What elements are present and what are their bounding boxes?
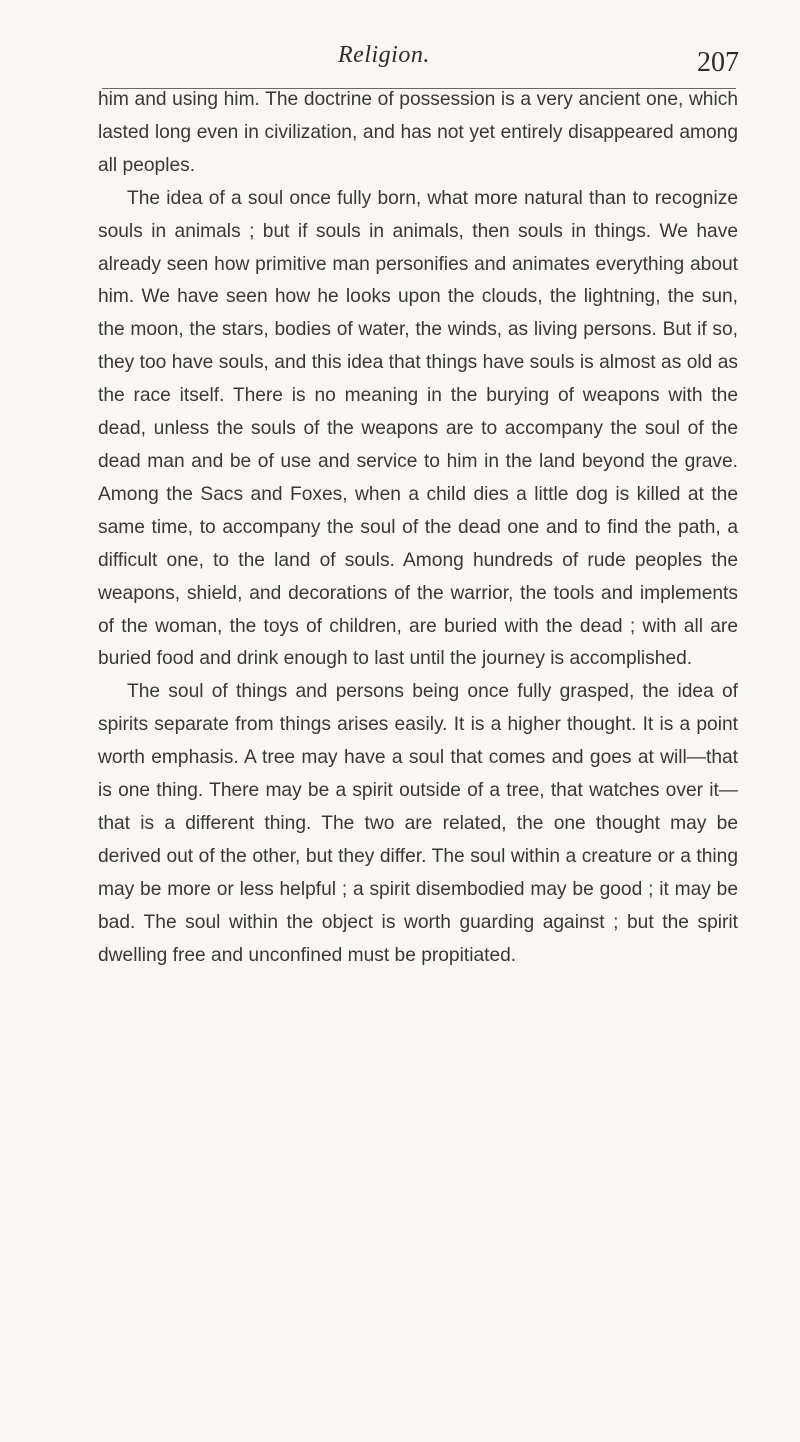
page-number: 207 xyxy=(697,47,739,78)
paragraph-2: The idea of a soul once fully born, what more natural than to recognize souls in animals ; but if souls in animals, then souls in things. We have already seen how primitive man personifies and animates everything about him. We have seen how he looks upon the clouds, the lightning, the sun, the moon, the stars, bodies of water, the winds, as living persons. But if so, they too have souls, and this idea that things have souls is almost as old as the race itself. There is no meaning in the burying of weapons with the dead, unless the souls of the weapons are to accompany the soul of the dead man and be of use and service to him in the land beyond the grave. Among the Sacs and Foxes, when a child dies a little dog is killed at the same time, to accompany the soul of the dead one and to find the path, a difficult one, to the land of souls. Among hundreds of rude peoples the weapons, shield, and decorations of the warrior, the tools and implements of the woman, the toys of children, are buried with the dead ; with all are buried food and drink enough to last until the journey is accomplished. xyxy=(98,187,738,670)
running-head xyxy=(0,40,800,80)
paragraph-3: The soul of things and persons being once fully grasped, the idea of spirits separate from things arises easily. It is a higher thought. It is a point worth emphasis. A tree may have a soul that comes and goes at will—that is one thing. There may be a spirit outside of a tree, that watches over it—that is a different thing. The two are related, the one thought may be derived out of the other, but they differ. The soul within a creature or a thing may be more or less helpful ; a spirit disembodied may be good ; it may be bad. The soul within the object is worth guarding against ; but the spirit dwelling free and unconfined must be propitiated. xyxy=(98,681,738,966)
running-head-title: Religion. xyxy=(338,42,430,68)
body-text xyxy=(98,84,738,972)
paragraph-1: him and using him. The doctrine of possession is a very ancient one, which lasted long even in civilization, and has not yet entirely disappeared among all peoples. xyxy=(98,89,738,176)
